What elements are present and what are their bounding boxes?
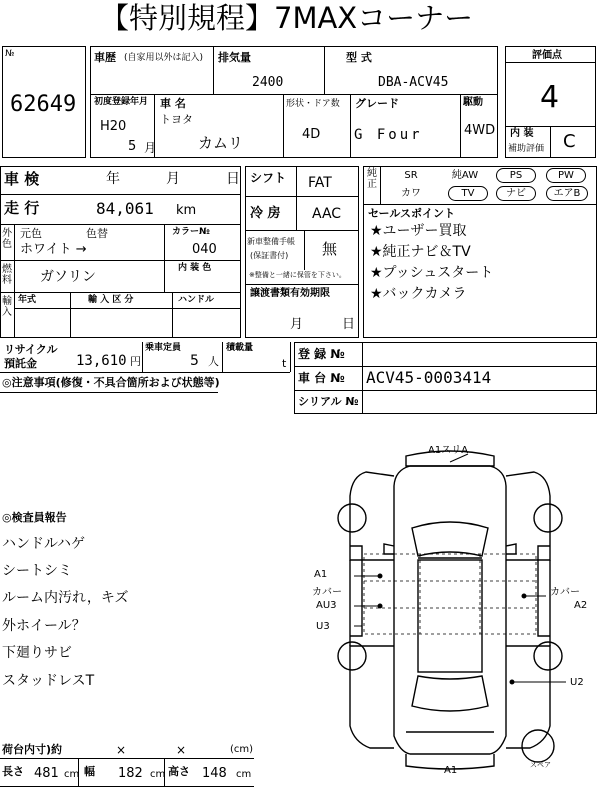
aircon-value: AAC xyxy=(312,206,342,222)
recycle-label: リサイクル xyxy=(4,343,58,356)
car-name-label: 車 名 xyxy=(160,97,186,110)
cargo-x1: × xyxy=(116,743,127,757)
mileage-label: 走 行 xyxy=(4,199,40,217)
length-unit: cm xyxy=(64,769,80,780)
serial-label: シリアル № xyxy=(298,395,359,408)
inspector-item-2: シートシミ xyxy=(2,563,72,579)
car-name: カムリ xyxy=(198,134,244,152)
registration-label: 登 録 № xyxy=(298,347,345,361)
diagram-label-top: A1スリA xyxy=(428,445,469,456)
exterior-label: 外色 xyxy=(2,228,12,250)
height-value: 148 xyxy=(202,766,227,781)
drive-value: 4WD xyxy=(464,123,496,138)
equip-pw: PW xyxy=(546,168,586,183)
handle-label: ハンドル xyxy=(178,295,215,305)
length-label: 長さ xyxy=(2,765,24,778)
notes-label: ◎注意事項(修復・不具合箇所および状態等) xyxy=(2,376,220,389)
height-unit: cm xyxy=(236,769,252,780)
displacement-label: 排気量 xyxy=(218,51,251,64)
inspector-item-1: ハンドルハゲ xyxy=(2,536,86,552)
first-reg-label: 初度登録年月 xyxy=(94,97,149,107)
exterior-color: ホワイト → xyxy=(20,242,87,257)
equip-aw: 純AW xyxy=(451,170,479,181)
equip-leather: カワ xyxy=(401,188,421,199)
inspector-item-3: ルーム内汚れ，キズ xyxy=(2,590,129,606)
score-label: 評価点 xyxy=(532,50,562,61)
diagram-label-right1b: A2 xyxy=(574,600,588,611)
inspector-item-5: 下廻りサビ xyxy=(2,645,72,661)
cargo-cm: (cm) xyxy=(230,744,254,755)
interior-color-label: 内 装 色 xyxy=(178,263,212,273)
model-value: DBA-ACV45 xyxy=(378,75,449,90)
fuel-value: ガソリン xyxy=(40,269,96,285)
recycle-unit: 円 xyxy=(130,355,141,368)
diagram-label-right2: U2 xyxy=(570,677,584,688)
recycle-sub: 預託金 xyxy=(4,357,37,370)
mileage-value: 84,061 xyxy=(96,199,154,218)
capacity-value: 5 xyxy=(190,353,199,369)
sales-points-label: セールスポイント xyxy=(368,207,456,220)
transfer-day: 日 xyxy=(342,317,356,332)
first-reg-year: H20 xyxy=(100,119,127,134)
inspection-label: 車 検 xyxy=(4,170,40,188)
equipment-label: 純正 xyxy=(367,168,377,190)
width-value: 182 xyxy=(118,766,143,781)
sales-point-1: ★ユーザー買取 xyxy=(370,223,467,239)
inspection-day: 日 xyxy=(226,171,240,187)
load-unit: t xyxy=(282,357,287,370)
grade-label: グレード xyxy=(355,97,399,110)
sales-point-2: ★純正ナビ＆TV xyxy=(370,244,471,260)
color-no: 040 xyxy=(192,242,217,257)
width-unit: cm xyxy=(150,769,166,780)
load-label: 積載量 xyxy=(226,343,254,353)
cargo-label: 荷台内寸)約 xyxy=(2,743,63,756)
equip-sr: SR xyxy=(404,170,418,181)
diagram-label-left3: U3 xyxy=(316,621,330,632)
manual-value: 無 xyxy=(322,240,338,258)
manual-label: 新車整備手帳 xyxy=(247,237,295,246)
mileage-unit: km xyxy=(176,203,197,218)
capacity-label: 乗車定員 xyxy=(145,343,182,353)
model-label: 型 式 xyxy=(346,51,372,64)
inspector-item-6: スタッドレスT xyxy=(2,673,95,689)
first-reg-month: 5 xyxy=(128,139,137,154)
history-label: 車歴 xyxy=(94,51,116,64)
doors-label: 形状・ドア数 xyxy=(286,99,340,109)
equip-navi: ナビ xyxy=(496,186,536,201)
sales-point-3: ★プッシュスタート xyxy=(370,265,494,281)
repaint-label: 色替 xyxy=(86,227,108,240)
lot-number: 62649 xyxy=(10,92,77,117)
shift-value: FAT xyxy=(308,175,332,191)
drive-label: 駆動 xyxy=(463,97,483,108)
aircon-label: 冷 房 xyxy=(250,206,281,221)
cargo-x2: × xyxy=(176,743,187,757)
car-damage-diagram xyxy=(300,436,600,786)
chassis-value: ACV45-0003414 xyxy=(366,368,492,387)
interior-sub: 補助評価 xyxy=(508,144,545,154)
interior-label: 内 装 xyxy=(510,128,534,139)
manual-sub: (保証書付) xyxy=(250,251,289,260)
length-value: 481 xyxy=(34,766,59,781)
doors-value: 4D xyxy=(302,127,321,142)
inspection-year: 年 xyxy=(106,171,120,187)
recycle-value: 13,610 xyxy=(76,353,127,369)
import-label: 輸入 xyxy=(2,296,12,318)
diagram-label-right1a: カバー xyxy=(550,587,580,598)
sales-point-4: ★バックカメラ xyxy=(370,286,467,302)
page-title: 【特別規程】7MAXコーナー xyxy=(100,1,474,35)
height-label: 高さ xyxy=(168,765,190,778)
original-color-label: 元色 xyxy=(20,227,42,240)
shift-label: シフト xyxy=(250,171,287,185)
transfer-label: 譲渡書類有効期限 xyxy=(250,288,330,299)
width-label: 幅 xyxy=(84,765,95,778)
diagram-label-left1: A1 xyxy=(314,569,328,580)
color-no-label: カラー№ xyxy=(172,227,210,237)
diagram-label-left2a: カバー xyxy=(312,587,342,598)
inspector-label: ◎検査員報告 xyxy=(2,511,67,524)
diagram-label-left2b: AU3 xyxy=(316,600,337,611)
equip-ps: PS xyxy=(496,168,536,183)
fuel-label: 燃料 xyxy=(2,264,12,286)
capacity-unit: 人 xyxy=(208,355,219,368)
displacement-value: 2400 xyxy=(252,75,284,90)
import-year-label: 年式 xyxy=(18,295,37,305)
manual-note: ※整備と一緒に保管を下さい。 xyxy=(249,271,346,279)
grade-value: G Four xyxy=(354,127,423,143)
score-value: 4 xyxy=(540,80,560,115)
inspection-month: 月 xyxy=(166,171,180,187)
equip-airbag: エアB xyxy=(546,186,588,201)
diagram-label-bottom: A1 xyxy=(444,765,458,776)
interior-value: C xyxy=(563,131,576,152)
history-sub: (自家用以外は記入) xyxy=(124,53,204,63)
chassis-label: 車 台 № xyxy=(298,371,345,385)
transfer-month: 月 xyxy=(290,317,304,332)
diagram-label-spare: スペア xyxy=(530,761,551,769)
lot-label: № xyxy=(5,49,15,59)
equip-tv: TV xyxy=(448,186,488,201)
car-maker: トヨタ xyxy=(160,113,193,126)
import-category-label: 輸 入 区 分 xyxy=(88,295,134,305)
first-reg-month-unit: 月 xyxy=(144,141,157,155)
inspector-item-4: 外ホイール？ xyxy=(2,618,86,634)
